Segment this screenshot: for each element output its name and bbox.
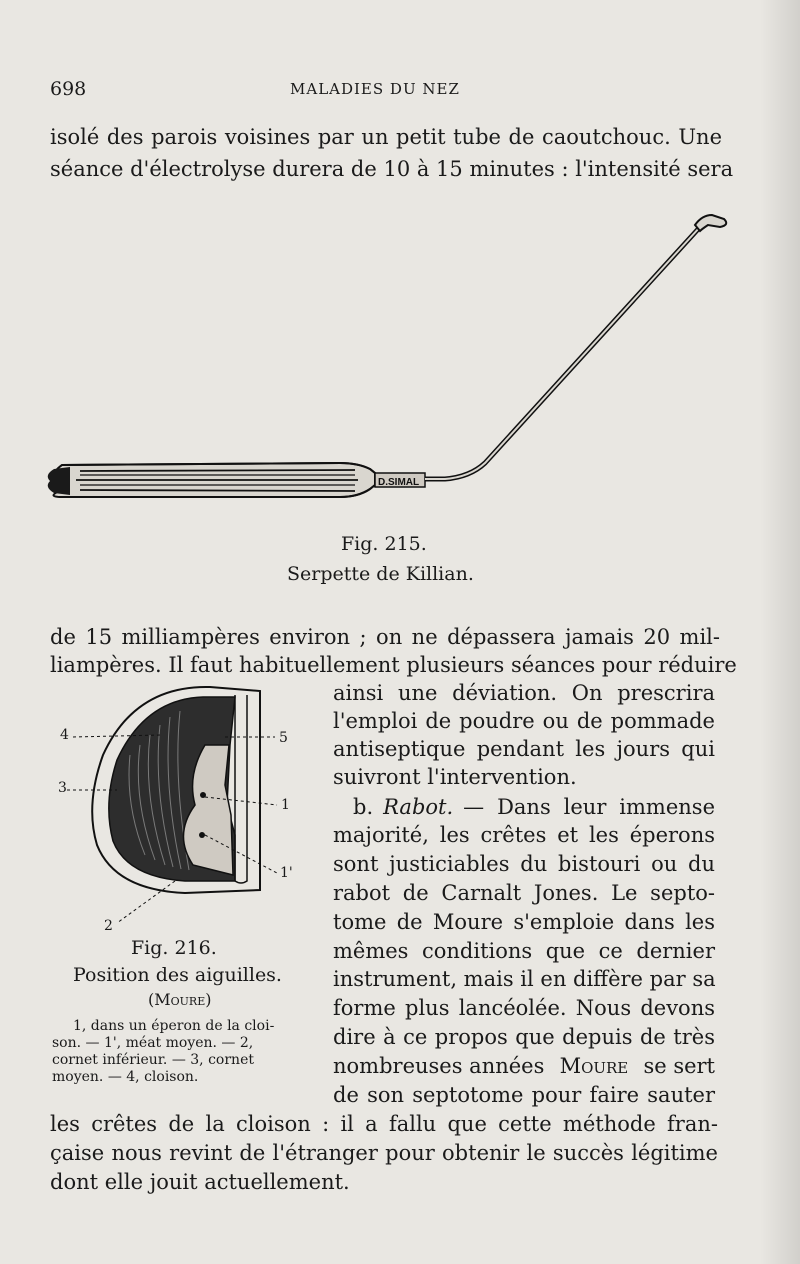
page-edge-shadow [760,0,800,1264]
figure-216-legend-line: cornet inférieur. — 3, cornet [52,1052,254,1068]
text-line: tome de Moure s'emploie dans les [333,910,715,934]
figure-216-label-4: 4 [60,727,69,743]
figure-216-label-2: 2 [104,918,113,934]
moure-line-after: se sert [643,1054,715,1078]
author-name-moure: Moure [559,1054,629,1078]
text-line: isolé des parois voisines par un petit tube de caoutchouc. Une [50,125,722,149]
figure-216-label-3: 3 [58,780,67,796]
text-line: instrument, mais il en diffère par sa [333,967,716,991]
text-line: liampères. Il faut habituellement plusieurs séances pour réduire [50,653,737,677]
text-line: rabot de Carnalt Jones. Le septo- [333,881,715,905]
nasal-section-illustration [55,685,305,935]
text-line: çaise nous revint de l'étranger pour obtenir le succès légitime [50,1141,718,1165]
text-line: de son septotome pour faire sauter [333,1083,715,1107]
text-line: dire à ce propos que depuis de très [333,1025,715,1049]
engraved-mark: D.SIMAL [378,477,420,488]
figure-216-legend-line: 1, dans un éperon de la cloi- [73,1018,275,1034]
page-number: 698 [50,78,87,100]
text-line: de 15 milliampères environ ; on ne dépassera jamais 20 mil- [50,625,720,649]
moure-line-before: nombreuses années [333,1054,545,1078]
figure-216-legend-line: son. — 1', méat moyen. — 2, [52,1035,254,1051]
text-line: forme plus lancéolée. Nous devons [333,996,715,1020]
section-b-prefix: b. [353,795,374,819]
killian-serpette-illustration [40,205,730,525]
figure-216-label-1-prime: 1' [280,865,293,881]
moure-line [333,1053,715,1079]
section-b-title: Rabot. [383,795,454,819]
figure-216-credit: (Moure) [148,990,212,1009]
figure-215-caption: Serpette de Killian. [287,563,474,585]
text-line: antiseptique pendant les jours qui [333,737,715,761]
text-line: suivront l'intervention. [333,765,577,789]
text-line: dont elle jouit actuellement. [50,1170,350,1194]
page-header [50,78,720,104]
text-line: ainsi une déviation. On prescrira [333,681,715,705]
text-line: les crêtes de la cloison : il a fallu que cette méthode fran- [50,1112,718,1136]
text-line: séance d'électrolyse durera de 10 à 15 minutes : l'intensité sera [50,157,734,181]
instrument-shaft [425,215,726,479]
instrument-ferrule [375,473,425,488]
figure-215-number: Fig. 215. [341,533,427,555]
instrument-handle [48,463,375,497]
running-title: MALADIES DU NEZ [290,80,460,98]
figure-216-label-5: 5 [279,730,288,746]
section-b-first-line: — Dans leur immense [463,795,715,819]
figure-216-caption: Position des aiguilles. [73,964,282,986]
text-line: l'emploi de poudre ou de pommade [333,709,715,733]
figure-216-label-1: 1 [281,797,290,813]
section-b-heading [353,794,715,820]
figure-216-number: Fig. 216. [131,937,217,959]
figure-216-legend-line: moyen. — 4, cloison. [52,1069,199,1085]
text-line: majorité, les crêtes et les éperons [333,823,715,847]
text-line: mêmes conditions que ce dernier [333,939,715,963]
text-line: sont justiciables du bistouri ou du [333,852,715,876]
